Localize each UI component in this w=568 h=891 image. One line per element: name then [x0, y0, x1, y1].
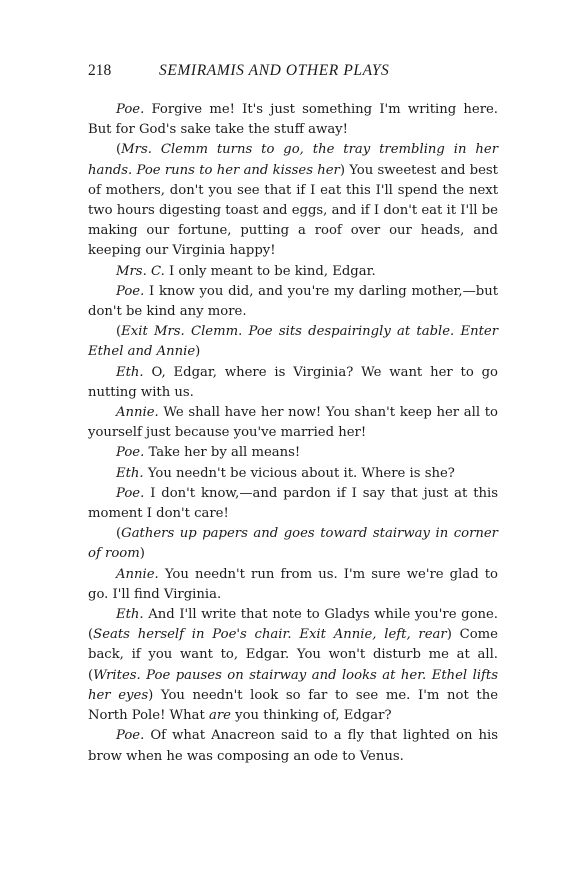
roman-text: (	[116, 324, 122, 340]
paragraph	[88, 565, 498, 605]
italic-text: Eth.	[116, 465, 144, 481]
paragraph	[88, 403, 498, 443]
play-text	[88, 100, 498, 767]
italic-text: Mrs. C.	[116, 263, 165, 279]
roman-text: I know you did, and you're my darling mother,—but don't be kind any more.	[88, 283, 498, 320]
italic-text: Poe.	[116, 485, 145, 501]
roman-text: ) You sweetest and best of mothers, don't you see that if I eat this I'll spend the next two hours digesting toast and eggs, and if I don't eat it I'll be making our fortune, putting a roof over our heads, and keeping our Virginia happy!	[88, 162, 498, 259]
italic-text: Poe.	[116, 283, 145, 299]
italic-text: Seats herself in Poe's chair. Exit Annie, left, rear	[93, 627, 447, 643]
roman-text: You needn't run from us. I'm sure we're glad to go. I'll find Virginia.	[88, 566, 498, 602]
roman-text: I don't know,—and pardon if I say that just at this moment I don't care!	[88, 485, 498, 522]
italic-text: Annie.	[116, 566, 159, 582]
page-number: 218	[88, 62, 112, 79]
roman-text: )	[195, 344, 201, 360]
italic-text: Eth.	[116, 607, 144, 623]
paragraph	[88, 464, 498, 484]
paragraph	[88, 484, 498, 524]
roman-text: you thinking of, Edgar?	[230, 708, 392, 724]
paragraph	[88, 262, 498, 282]
roman-text: (	[116, 526, 122, 542]
italic-text: Poe.	[116, 445, 145, 461]
roman-text: Of what Anacreon said to a fly that lighted on his brow when he was composing an ode to Venus.	[88, 728, 498, 764]
paragraph	[88, 140, 498, 261]
italic-text: Mrs. Clemm turns to go, the tray trembling in her hands. Poe runs to her and kisses her	[88, 142, 498, 178]
roman-text: ) You needn't look so far to see me. I'm not the North Pole! What	[88, 687, 499, 724]
italic-text: are	[208, 708, 231, 724]
paragraph	[88, 726, 498, 766]
paragraph	[88, 282, 498, 322]
running-header	[88, 62, 508, 82]
roman-text: )	[139, 546, 145, 562]
roman-text: We shall have her now! You shan't keep her all to yourself just because you've married her!	[88, 405, 498, 441]
roman-text: And I'll write that note to Gladys while you're gone. (	[88, 607, 498, 643]
italic-text: Gathers up papers and goes toward stairway in corner of room	[88, 526, 498, 562]
italic-text: Eth.	[116, 364, 144, 380]
paragraph	[88, 443, 498, 463]
roman-text: You needn't be vicious about it. Where is she?	[143, 465, 455, 481]
italic-text: Poe.	[116, 728, 145, 744]
paragraph	[88, 363, 498, 403]
roman-text: (	[116, 142, 122, 158]
italic-text: Annie.	[116, 405, 159, 421]
italic-text: Poe.	[116, 102, 145, 117]
roman-text: Forgive me! It's just something I'm writing here. But for God's sake take the stuff away!	[88, 102, 498, 138]
paragraph	[88, 524, 498, 564]
paragraph	[88, 322, 498, 362]
paragraph	[88, 100, 498, 140]
roman-text: Take her by all means!	[144, 445, 301, 461]
italic-text: Exit Mrs. Clemm. Poe sits despairingly at table. Enter Ethel and Annie	[88, 324, 498, 360]
paragraph	[88, 605, 498, 726]
roman-text: O, Edgar, where is Virginia? We want her to go nutting with us.	[88, 364, 498, 400]
roman-text: I only meant to be kind, Edgar.	[164, 263, 376, 279]
running-title: SEMIRAMIS AND OTHER PLAYS	[159, 62, 390, 79]
roman-text: ) Come back, if you want to, Edgar. You won't disturb me at all. (	[88, 627, 498, 683]
italic-text: Writes. Poe pauses on stairway and looks at her. Ethel lifts her eyes	[88, 667, 498, 703]
